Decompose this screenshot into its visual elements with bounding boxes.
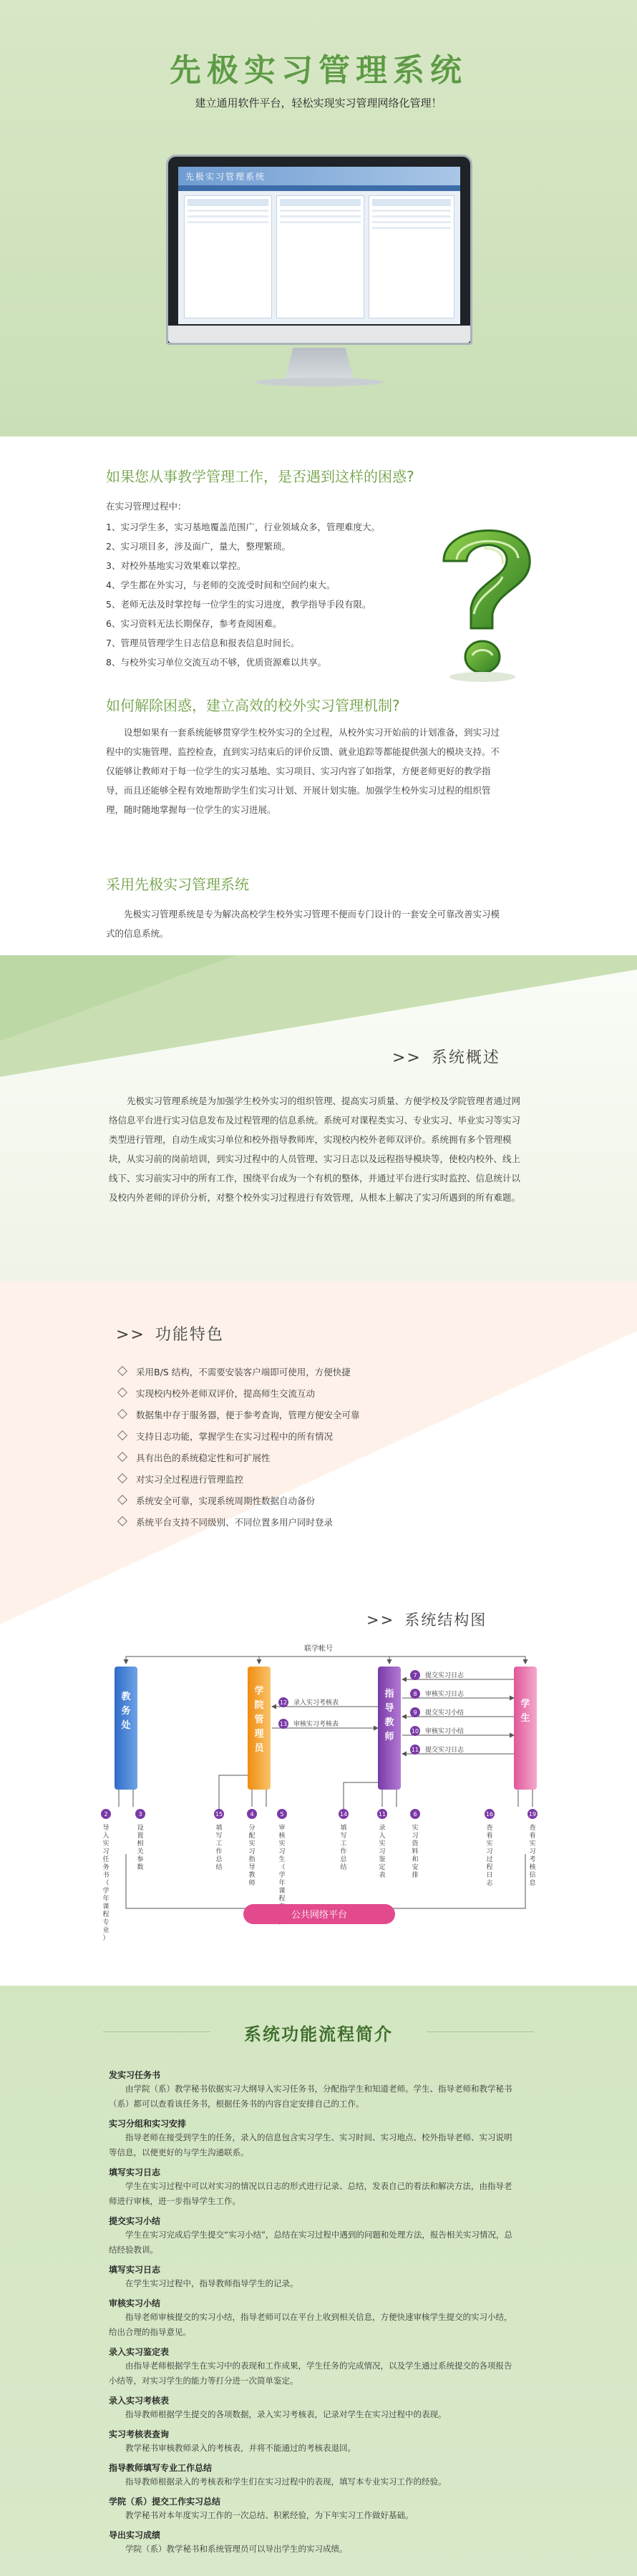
structure-step-label: 查看实习考核信息 xyxy=(529,1825,536,1887)
diamond-bullet-icon xyxy=(117,1516,127,1526)
feature-item: 支持日志功能，掌握学生在实习过程中的所有情况 xyxy=(119,1430,333,1443)
diamond-bullet-icon xyxy=(117,1473,127,1483)
svg-text:11: 11 xyxy=(378,1811,386,1818)
flow-step-heading: 实习考核表查询 xyxy=(109,2429,170,2439)
hero-section xyxy=(0,0,637,436)
svg-text:13: 13 xyxy=(279,1721,288,1727)
svg-text:12: 12 xyxy=(279,1699,288,1706)
flow-step-text: 学生在实习完成后学生提交“实习小结”，总结在实习过程中遇到的问题和处理方法，报告相关实习情况，总结经验教训。 xyxy=(109,2230,512,2255)
monitor-stand xyxy=(285,348,354,379)
diamond-bullet-icon xyxy=(117,1387,127,1397)
diamond-bullet-icon xyxy=(117,1409,127,1419)
flow-step-heading: 实习分组和实习安排 xyxy=(109,2119,187,2129)
diamond-bullet-icon xyxy=(117,1430,127,1440)
chevron-right-icon: >> xyxy=(116,1326,145,1344)
diamond-bullet-icon xyxy=(117,1452,127,1462)
structure-step-label: 分配实习指导教师 xyxy=(248,1825,256,1887)
column-label: 学院管理员 xyxy=(254,1686,264,1754)
column-instructor xyxy=(378,1667,401,1790)
flow-step-heading: 导出实习成绩 xyxy=(109,2530,161,2540)
feature-item: 具有出色的系统稳定性和可扩展性 xyxy=(119,1451,271,1464)
monitor-base xyxy=(255,378,384,386)
flow-step-text: 由指导老师根据学生在实习中的表现和工作成果，学生任务的完成情况，以及学生通过系统提交的各项报告小结等，对实习学生的能力等打分进一次简单鉴定。 xyxy=(109,2361,512,2386)
overview-title: >> 系统概述 xyxy=(392,1049,500,1067)
column-label: 教务处 xyxy=(121,1692,131,1731)
svg-text:11: 11 xyxy=(411,1747,419,1753)
problem-item: 3、对校外基地实习效果难以掌控。 xyxy=(106,560,246,571)
flow-step-text: 在学生实习过程中，指导教师指导学生的记录。 xyxy=(125,2278,298,2288)
flow-step-text: 学院（系）教学秘书和系统管理员可以导出学生的实习成绩。 xyxy=(125,2544,348,2554)
feature-item: 系统平台支持不同级别、不同位置多用户同时登录 xyxy=(119,1516,333,1528)
structure-step-label: 导入实习任务书（学年课程专业） xyxy=(102,1825,110,1942)
flow-step-heading: 录入实习考核表 xyxy=(109,2396,170,2406)
chevron-right-icon: >> xyxy=(392,1049,422,1067)
flow-step-text: 教学秘书审核教师录入的考核表，并将不能通过的考核表退回。 xyxy=(125,2443,356,2453)
top-account-label: 联学帐号 xyxy=(304,1645,333,1653)
flow-step-text: 学生在实习过程中可以对实习的情况以日志的形式进行记录、总结，发表自己的看法和解决方法，由指导老师进行审核，进一步指导学生工作。 xyxy=(109,2181,512,2206)
structure-step-label: 填写工作总结 xyxy=(340,1825,347,1871)
problem-item: 5、老师无法及时掌控每一位学生的实习进度，教学指导手段有限。 xyxy=(106,599,371,610)
flow-step-heading: 审核实习小结 xyxy=(109,2298,161,2308)
solve-heading: 如何解除困惑，建立高效的校外实习管理机制? xyxy=(106,697,400,714)
structure-step-label: 设置相关参数 xyxy=(137,1825,144,1871)
svg-text:4: 4 xyxy=(250,1811,254,1818)
adopt-heading: 采用先极实习管理系统 xyxy=(106,876,249,893)
flow-step-text: 教学秘书对本年度实习工作的一次总结、积累经验，为下年实习工作做好基础。 xyxy=(125,2510,414,2520)
svg-text:15: 15 xyxy=(215,1811,223,1818)
feature-item: 系统安全可靠，实现系统周期性数据自动备份 xyxy=(119,1494,315,1507)
column-student xyxy=(514,1667,537,1790)
maze-question-mark-image xyxy=(424,508,545,686)
flow-step-heading: 提交实习小结 xyxy=(109,2216,161,2226)
svg-text:2: 2 xyxy=(104,1811,108,1818)
problem-item: 7、管理员管理学生日志信息和报表信息时间长。 xyxy=(106,638,300,648)
problem-item: 4、学生都在外实习，与老师的交流受时间和空间约束大。 xyxy=(106,580,336,590)
column-label: 指导教师 xyxy=(384,1689,394,1742)
svg-text:16: 16 xyxy=(485,1811,494,1818)
feature-item: 数据集中存于服务器，便于参考查询，管理方便安全可靠 xyxy=(119,1408,360,1421)
flow-step-text: 指导老师审核提交的实习小结，指导老师可以在平台上收到相关信息，方便快速审核学生提交的实习小结，给出合理的指导意见。 xyxy=(109,2312,512,2337)
svg-text:5: 5 xyxy=(280,1811,284,1818)
column-label: 学生 xyxy=(520,1699,530,1724)
flow-section xyxy=(0,1986,637,2576)
flow-step-text: 指导教师根据录入的考核表和学生们在实习过程中的表现，填写本专业实习工作的经验。 xyxy=(125,2477,447,2487)
problem-item: 6、实习资料无法长期保存，参考查阅困难。 xyxy=(106,618,282,629)
feature-item: 对实习全过程进行管理监控 xyxy=(119,1473,243,1485)
diamond-bullet-icon xyxy=(117,1366,127,1376)
problems-heading: 如果您从事教学管理工作，是否遇到这样的困惑? xyxy=(106,468,414,485)
svg-text:10: 10 xyxy=(411,1728,419,1735)
hero-subtitle: 建立通用软件平台，轻松实现实习管理网络化管理！ xyxy=(195,97,442,109)
structure-section xyxy=(0,1642,637,1986)
svg-text:9: 9 xyxy=(413,1709,417,1716)
flow-step-heading: 发实习任务书 xyxy=(109,2070,161,2080)
svg-text:8: 8 xyxy=(413,1691,417,1697)
arrow-label: 提交实习小结 xyxy=(425,1709,465,1717)
overview-paragraph: 先极实习管理系统是为加强学生校外实习的组织管理、提高实习质量、方便学校及学院管理者通过网络信息平台进行实习信息发布及过程管理的信息系统。系统可对课程类实习、专业实习、毕业实习等实习类型进行管理，自动生成实习单位和校外指导教师库，实现校内校外老师双评价。系统拥有多个管理模块，从实习前的岗前培训，到实习过程中的人员管理、实习日志以及远程指导模块等，使校内校外、线上线下、实习前实习中的所有工作，围绕平台成为一个有机的整体，并通过平台进行实时监控、信息统计以及校内外老师的评价分析，对整个校外实习过程进行有效管理，从根本上解决了实习所遇到的所有难题。 xyxy=(109,1096,521,1203)
structure-step-label: 审核实习生（学年课程 xyxy=(278,1825,286,1903)
arrow-label: 提交实习日志 xyxy=(425,1747,465,1754)
platform-label: 公共网络平台 xyxy=(291,1910,348,1921)
problems-intro: 在实习管理过程中： xyxy=(106,501,187,512)
screen-body xyxy=(184,195,454,318)
flow-step-text: 由学院（系）教学秘书依据实习大纲导入实习任务书，分配指学生和知道老师。学生、指导老师和教学秘书（系）都可以查看该任务书，根据任务书的内容自定安排自己的工作。 xyxy=(109,2084,512,2109)
flow-step-heading: 学院（系）提交工作实习总结 xyxy=(109,2497,221,2507)
problems-section xyxy=(0,436,637,955)
screen-nav-bar xyxy=(178,185,460,191)
flow-step-text: 指导教师根据学生提交的各项数据，录入实习考核表，记录对学生在实习过程中的表现。 xyxy=(125,2409,447,2419)
flow-step-heading: 填写实习日志 xyxy=(109,2167,161,2177)
arrow-label: 审核实习日志 xyxy=(425,1691,465,1698)
flow-title: 系统功能流程简介 xyxy=(244,2024,393,2044)
svg-text:6: 6 xyxy=(413,1811,417,1818)
svg-text:19: 19 xyxy=(528,1811,537,1818)
flow-step-text: 指导老师在接受到学生的任务，录入的信息包含实习学生、实习时间、实习地点、校外指导老师、实习说明等信息，以便更好的与学生沟通联系。 xyxy=(109,2132,512,2157)
feature-item: 实现校内校外老师双评价，提高师生交流互动 xyxy=(119,1387,315,1400)
overview-section xyxy=(0,955,637,1281)
flow-step-heading: 填写实习日志 xyxy=(109,2265,161,2275)
problem-item: 8、与校外实习单位交流互动不够，优质资源难以共享。 xyxy=(106,657,326,668)
arrow-label: 录入实习考核表 xyxy=(293,1699,339,1707)
structure-title: >> 系统结构图 xyxy=(366,1611,487,1629)
svg-text:3: 3 xyxy=(138,1811,142,1818)
arrow-label: 审核实习小结 xyxy=(425,1728,465,1735)
monitor-screen xyxy=(178,167,460,324)
feature-item: 采用B/S 结构，不需要安装客户端即可使用，方便快捷 xyxy=(119,1365,351,1378)
structure-step-label: 查看实习过程日志 xyxy=(486,1825,493,1887)
solve-paragraph: 设想如果有一套系统能够贯穿学生校外实习的全过程，从校外实习开始前的计划准备，到实习过程中的实施管理、监控检查，直到实习结束后的评价反馈、就业追踪等都能提供强大的模块支持。不仅能够让教师对于每一位学生的实习基地、实习项目、实习内容了如指掌，方便老师更好的教学指导，而且还能够全程有效地帮助学生们实习计划、开展计划实施。加强学生校外实习过程的组织管理，随时随地掌握每一位学生的实习进展。 xyxy=(106,727,500,815)
structure-step-label: 录入实习鉴定表 xyxy=(379,1825,386,1879)
flow-step-heading: 录入实习鉴定表 xyxy=(109,2347,170,2357)
svg-text:14: 14 xyxy=(339,1811,348,1818)
svg-text:7: 7 xyxy=(413,1672,417,1679)
monitor-image xyxy=(166,155,472,345)
monitor-chin xyxy=(168,326,470,343)
screen-app-title: 先极实习管理系统 xyxy=(178,167,460,185)
hero-title: 先极实习管理系统 xyxy=(170,52,467,89)
flow-step-heading: 指导教师填写专业工作总结 xyxy=(109,2463,213,2473)
arrow-label: 提交实习日志 xyxy=(425,1672,465,1679)
adopt-paragraph: 先极实习管理系统是专为解决高校学生校外实习管理不便而专门设计的一套安全可靠改善实习模式的信息系统。 xyxy=(106,909,500,939)
features-section xyxy=(0,1281,637,1642)
arrow-label: 审核实习考核表 xyxy=(293,1721,339,1728)
diamond-bullet-icon xyxy=(117,1495,127,1505)
problem-item: 1、实习学生多，实习基地覆盖范围广，行业领域众多，管理难度大。 xyxy=(106,522,380,532)
features-title: >> 功能特色 xyxy=(116,1326,224,1344)
chevron-right-icon: >> xyxy=(366,1611,395,1629)
structure-step-label: 填写工作总结 xyxy=(215,1825,223,1871)
system-structure-diagram xyxy=(0,1642,637,1986)
problem-item: 2、实习项目多，涉及面广，量大，整理繁琐。 xyxy=(106,541,291,552)
column-college-admin xyxy=(248,1667,271,1790)
structure-step-label: 实习资料和安排 xyxy=(412,1825,419,1879)
